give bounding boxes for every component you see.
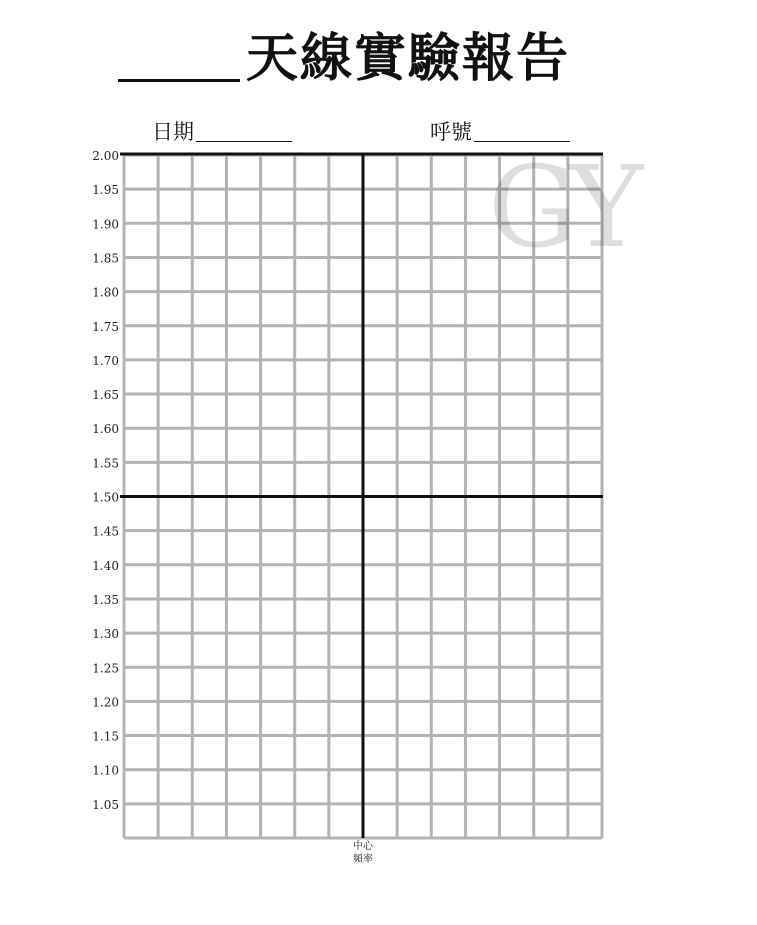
watermark: GY (488, 143, 638, 273)
y-tick-label: 1.90 (92, 217, 119, 232)
y-tick-label: 1.55 (92, 456, 119, 471)
y-tick-label: 1.50 (92, 490, 119, 505)
y-tick-label: 1.10 (92, 763, 119, 778)
center-label-line1: 中心 (353, 841, 373, 852)
y-tick-label: 2.00 (92, 149, 119, 163)
y-tick-label: 1.80 (92, 285, 119, 300)
center-frequency-label (349, 840, 377, 866)
y-tick-label: 1.15 (92, 729, 119, 744)
y-tick-label: 1.70 (92, 353, 119, 368)
y-tick-label: 1.30 (92, 627, 119, 642)
y-tick-label: 1.95 (92, 183, 119, 198)
page-title: 天線實驗報告 (246, 28, 571, 89)
y-tick-label: 1.45 (92, 524, 119, 539)
y-tick-label: 1.35 (92, 592, 119, 607)
date-label: 日期 (152, 120, 194, 144)
center-label-line2: 頻率 (353, 854, 373, 865)
callsign-label: 呼號 (430, 120, 472, 144)
y-tick-label: 1.20 (92, 695, 119, 710)
y-tick-label: 1.25 (92, 661, 119, 676)
y-tick-label: 1.75 (92, 319, 119, 334)
y-tick-label: 1.60 (92, 422, 119, 437)
y-tick-label: 1.40 (92, 558, 119, 573)
y-tick-label: 1.65 (92, 388, 119, 403)
y-tick-label: 1.85 (92, 251, 119, 266)
y-tick-label: 1.05 (92, 797, 119, 812)
